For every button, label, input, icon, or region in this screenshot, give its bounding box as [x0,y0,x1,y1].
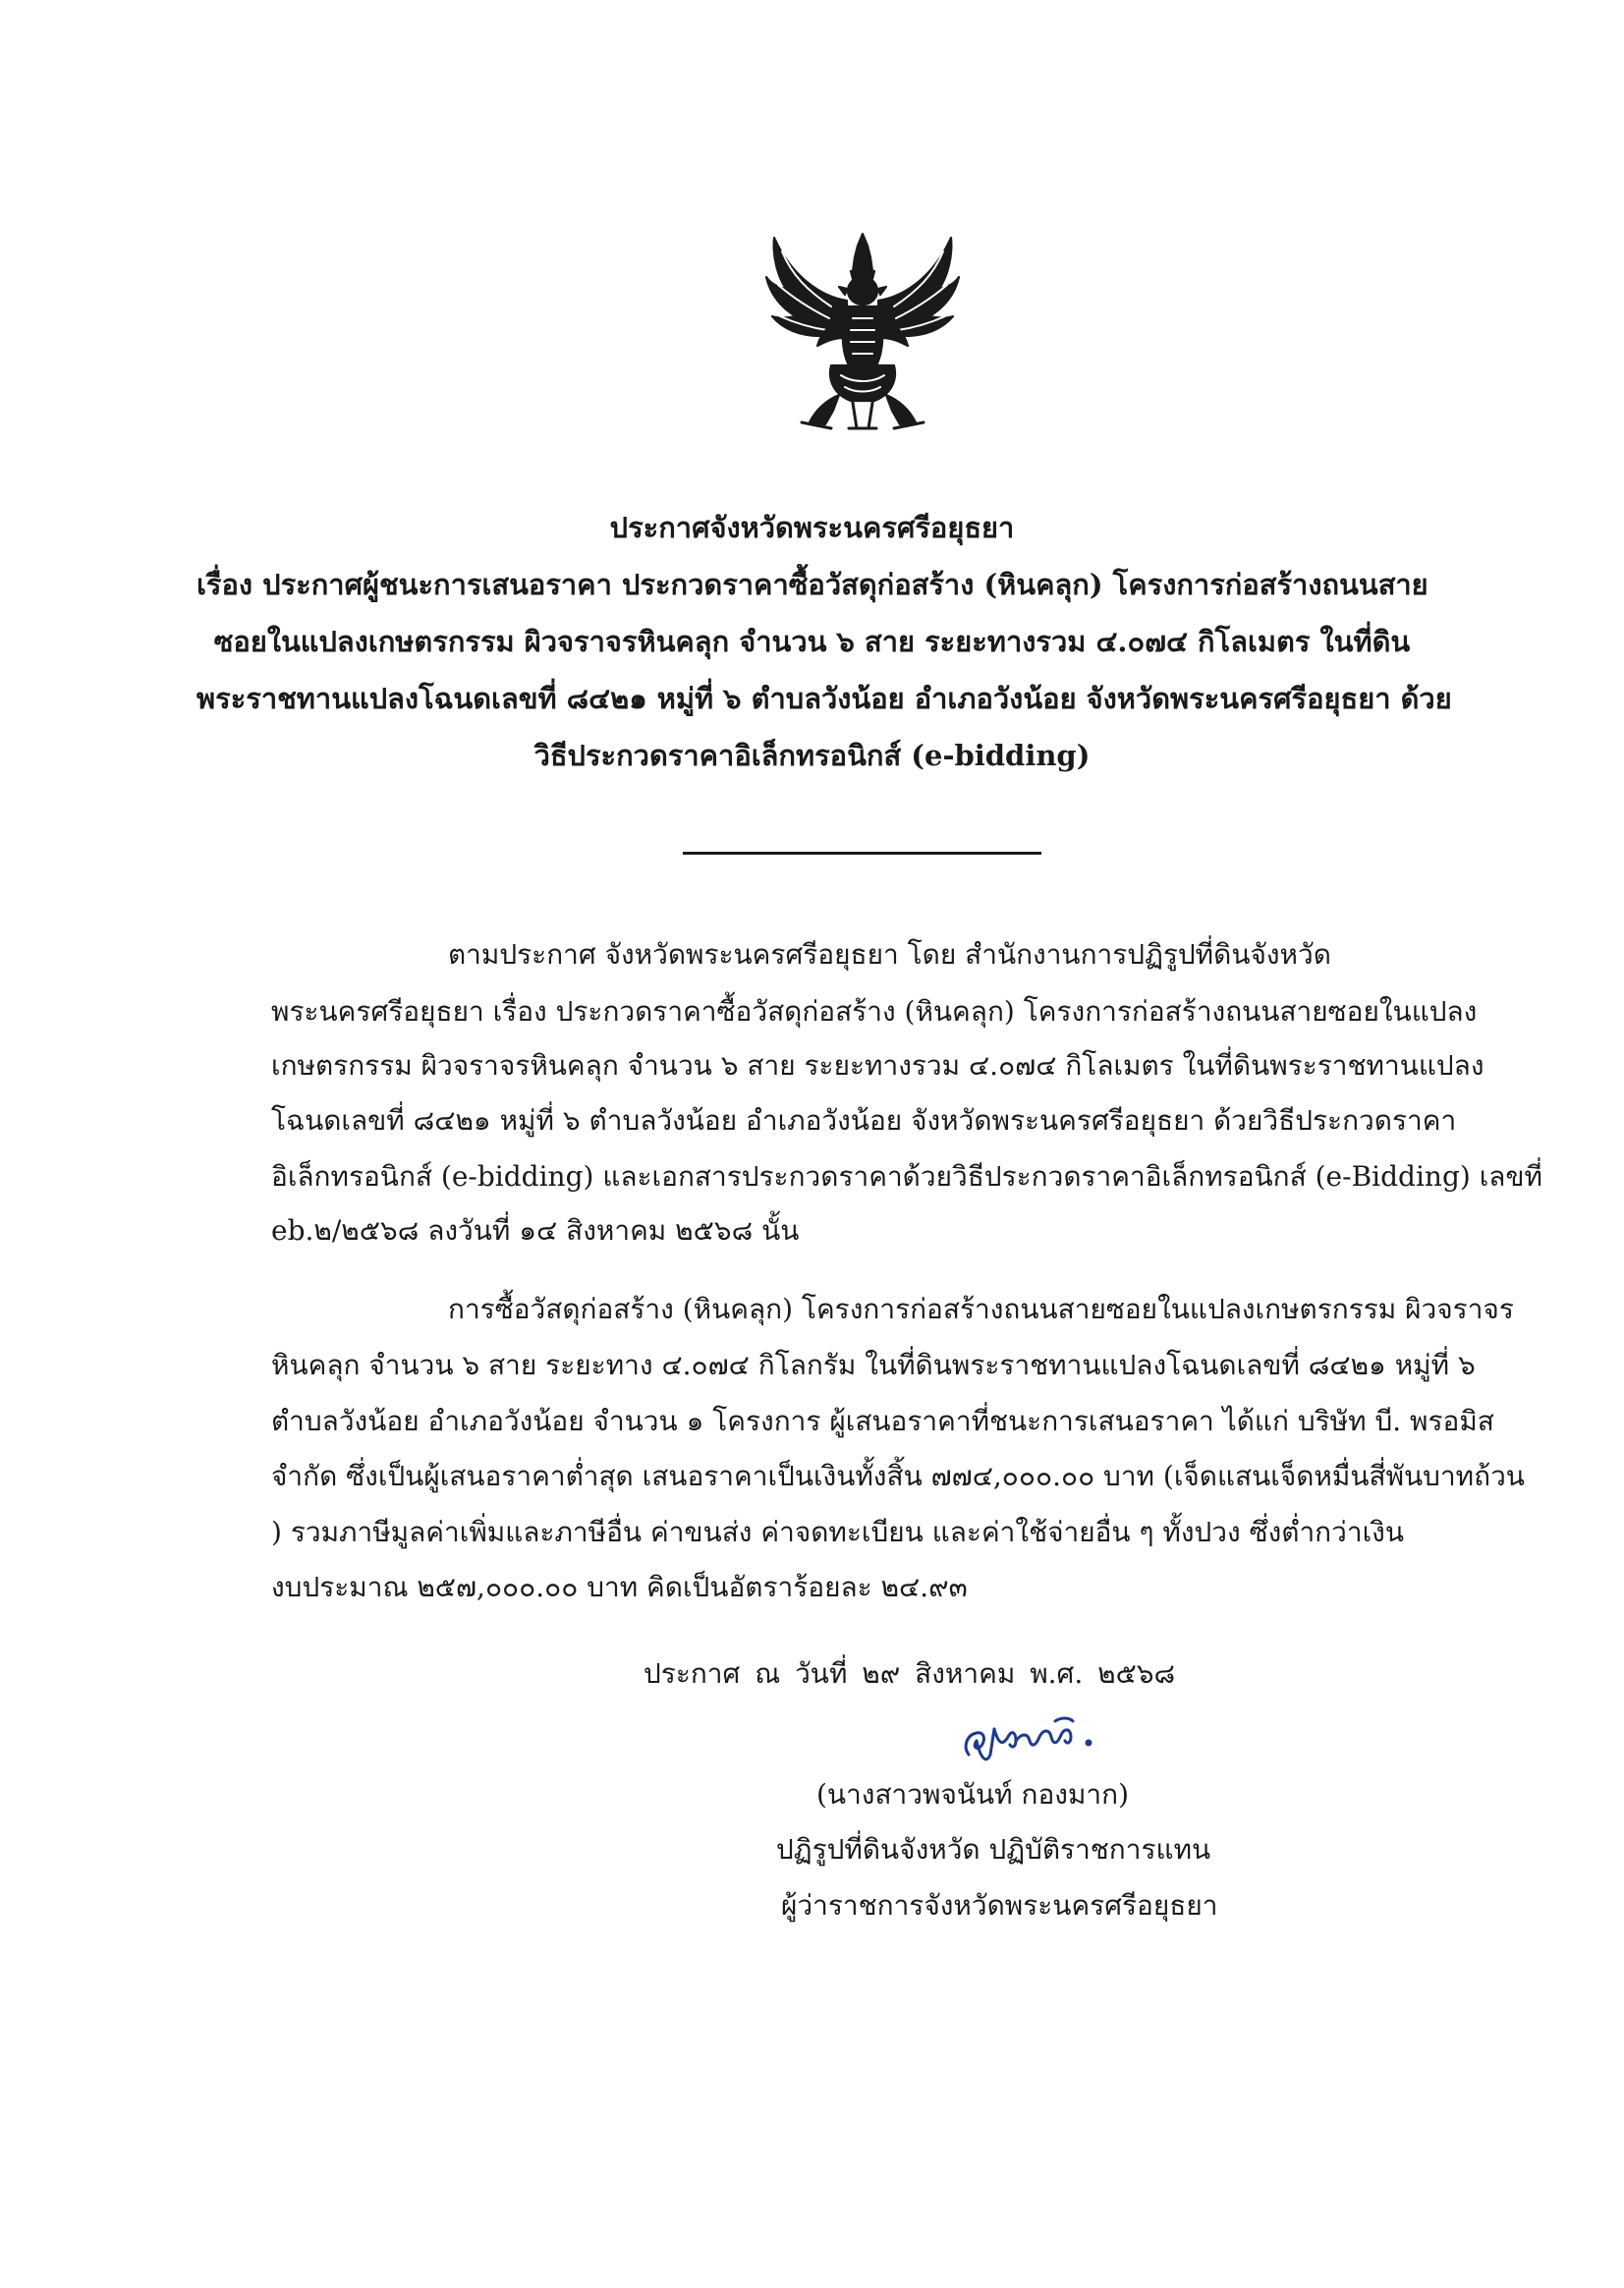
announcement-date: ประกาศ ณ วันที่ ๒๙ สิงหาคม พ.ศ. ๒๕๖๘ [644,1657,1176,1690]
paragraph-line: ตามประกาศ จังหวัดพระนครศรีอยุธยา โดย สำนักงานการปฏิรูปที่ดินจังหวัด [448,938,1331,971]
title-line: ประกาศจังหวัดพระนครศรีอยุธยา [609,511,1015,544]
garuda-emblem-icon [762,228,964,434]
paragraph-line: อิเล็กทรอนิกส์ (e-bidding) และเอกสารประกวดราคาด้วยวิธีประกวดราคาอิเล็กทรอนิกส์ (e-Bidding) เลขที่ [271,1160,1543,1193]
paragraph-line: จำกัด ซึ่งเป็นผู้เสนอราคาต่ำสุด เสนอราคาเป็นเงินทั้งสิ้น ๗๗๔,๐๐๐.๐๐ บาท (เจ็ดแสนเจ็ดหมื่นสี่พันบาทถ้วน [271,1460,1525,1492]
signer-name: (นางสาวพจนันท์ กองมาก) [816,1778,1129,1811]
paragraph-line: การซื้อวัสดุก่อสร้าง (หินคลุก) โครงการก่อสร้างถนนสายซอยในแปลงเกษตรกรรม ผิวจราจร [448,1293,1514,1325]
title-divider [683,852,1041,855]
title-line: พระราชทานแปลงโฉนดเลขที่ ๘๔๒๑ หมู่ที่ ๖ ตำบลวังน้อย อำเภอวังน้อย จังหวัดพระนครศรีอยุธยา ด้วย [196,682,1452,715]
paragraph-line: eb.๒/๒๕๖๘ ลงวันที่ ๑๔ สิงหาคม ๒๕๖๘ นั้น [271,1214,800,1247]
paragraph-line: งบประมาณ ๒๕๗,๐๐๐.๐๐ บาท คิดเป็นอัตราร้อยละ ๒๔.๙๓ [271,1571,968,1603]
handwritten-signature [955,1707,1122,1766]
signer-position: ปฏิรูปที่ดินจังหวัด ปฏิบัติราชการแทน [776,1833,1211,1866]
announcement-title [196,499,1452,784]
title-line: วิธีประกวดราคาอิเล็กทรอนิกส์ (e-bidding) [533,739,1091,772]
paragraph-line: หินคลุก จำนวน ๖ สาย ระยะทาง ๔.๐๗๔ กิโลกรัม ในที่ดินพระราชทานแปลงโฉนดเลขที่ ๘๔๒๑ หมู่ที่ ๖ [271,1349,1476,1381]
paragraph-line: พระนครศรีอยุธยา เรื่อง ประกวดราคาซื้อวัสดุก่อสร้าง (หินคลุก) โครงการก่อสร้างถนนสายซอยในแปลง [271,995,1478,1028]
paragraph-line: ตำบลวังน้อย อำเภอวังน้อย จำนวน ๑ โครงการ ผู้เสนอราคาที่ชนะการเสนอราคา ได้แก่ บริษัท บี. พรอมิส [271,1405,1494,1437]
title-line: ซอยในแปลงเกษตรกรรม ผิวจราจรหินคลุก จำนวน ๖ สาย ระยะทางรวม ๔.๐๗๔ กิโลเมตร ในที่ดิน [213,625,1411,658]
paragraph-line: เกษตรกรรม ผิวจราจรหินคลุก จำนวน ๖ สาย ระยะทางรวม ๔.๐๗๔ กิโลเมตร ในที่ดินพระราชทานแปลง [271,1049,1484,1082]
title-line: เรื่อง ประกาศผู้ชนะการเสนอราคา ประกวดราคาซื้อวัสดุก่อสร้าง (หินคลุก) โครงการก่อสร้างถนนสาย [196,568,1428,601]
signer-position: ผู้ว่าราชการจังหวัดพระนครศรีอยุธยา [781,1889,1218,1922]
paragraph-line: ) รวมภาษีมูลค่าเพิ่มและภาษีอื่น ค่าขนส่ง ค่าจดทะเบียน และค่าใช้จ่ายอื่น ๆ ทั้งปวง ซึ่งต่ำกว่าเงิน [271,1516,1404,1548]
paragraph-line: โฉนดเลขที่ ๘๔๒๑ หมู่ที่ ๖ ตำบลวังน้อย อำเภอวังน้อย จังหวัดพระนครศรีอยุธยา ด้วยวิธีประกวดราคา [271,1104,1457,1137]
